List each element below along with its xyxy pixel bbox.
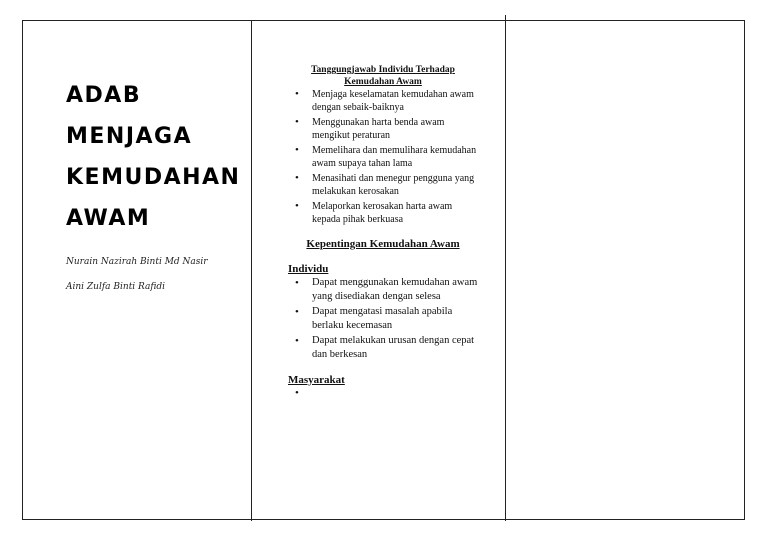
author-name: Aini Zulfa Binti Rafidi (66, 282, 166, 292)
list-item (288, 387, 478, 401)
list-item: • Dapat melakukan urusan dengan cepat dan berkesan (288, 334, 478, 362)
title-line: AWAM (66, 206, 151, 231)
list-item: • Dapat menggunakan kemudahan awam yang disediakan dengan selesa (288, 276, 478, 304)
list-item: • Menasihati dan menegur pengguna yang melakukan kerosakan (288, 172, 478, 198)
individual-list (288, 276, 478, 362)
community-list (288, 387, 478, 401)
title-line: KEMUDAHAN (66, 165, 241, 190)
community-heading: Masyarakat (288, 374, 345, 386)
list-item: • Menjaga keselamatan kemudahan awam dengan sebaik-baiknya (288, 88, 478, 114)
panel-divider-left (251, 20, 252, 521)
title-line: ADAB MENJAGA (66, 83, 193, 149)
empty-panel (506, 21, 744, 519)
responsibility-heading: Tanggungjawab Individu Terhadap Kemudahan Awam (311, 65, 455, 87)
author-name: Nurain Nazirah Binti Md Nasir (66, 257, 208, 267)
list-item: • Melaporkan kerosakan harta awam kepada pihak berkuasa (288, 200, 478, 226)
list-item: • Menggunakan harta benda awam mengikut peraturan (288, 116, 478, 142)
individual-heading: Individu (288, 263, 329, 275)
importance-heading: Kepentingan Kemudahan Awam (306, 238, 460, 250)
responsibility-list (288, 88, 478, 226)
list-item: • Dapat mengatasi masalah apabila berlaku kecemasan (288, 305, 478, 333)
content-panel (288, 64, 478, 401)
brochure-title (66, 75, 246, 239)
list-item: • Memelihara dan memulihara kemudahan awam supaya tahan lama (288, 144, 478, 170)
